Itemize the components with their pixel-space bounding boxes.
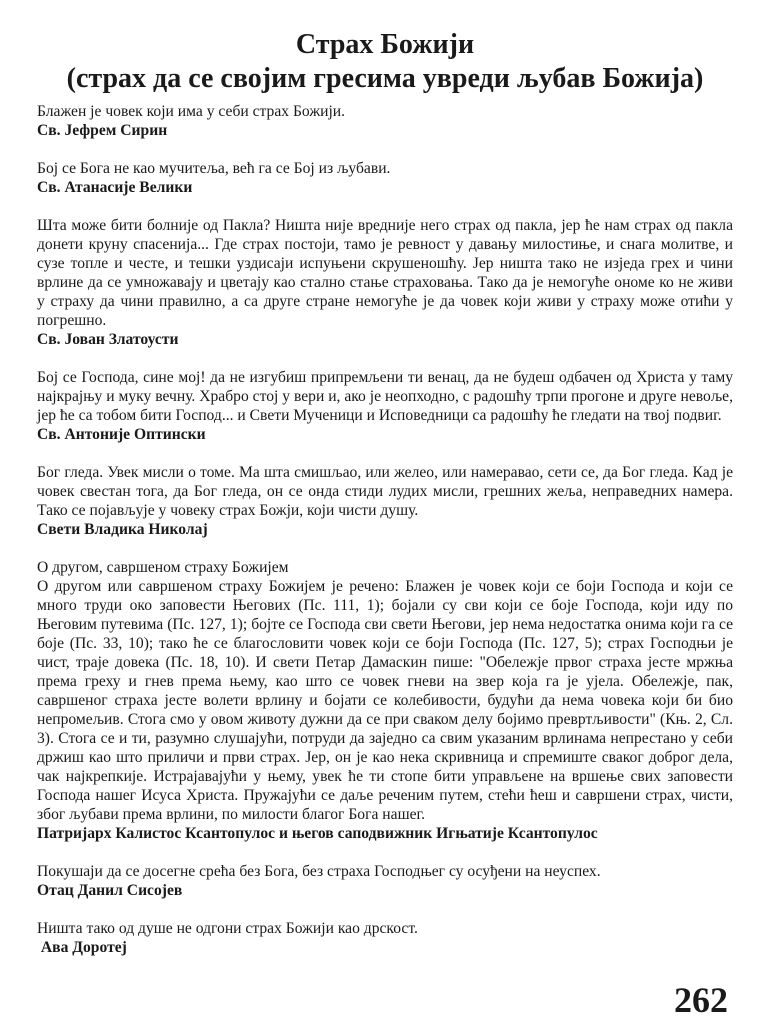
quote-block xyxy=(37,862,733,900)
spacer xyxy=(37,197,733,216)
quote-block xyxy=(37,558,733,843)
quote-text: Блажен је човек који има у себи страх Божији. xyxy=(37,103,346,120)
spacer xyxy=(37,843,733,862)
quote-text: Покушаји да се досегне срећа без Бога, без страха Господњег су осуђени на неуспех. xyxy=(37,863,601,880)
quote-author: Св. Антоније Оптински xyxy=(37,426,206,443)
quote-author: Св. Атанасије Велики xyxy=(37,179,193,196)
page-title xyxy=(37,28,733,96)
spacer xyxy=(37,539,733,558)
quote-text: Шта може бити болније од Пакла? Ништа није вредније него страх од пакла, јер ће нам страх од пакла донети круну спасенија... Где страх постоји, тамо је ревност у давању милостиње, и снага молитве, и сузе топле и честе, и тешки уздисаји испуњени скрушеношћу. Јер ништа тако не изједа грех и чини врлине да се умножавају и цветају као стално стање страховања. Тако да је немогуће ономе ко не живи у страху да чини правилно, а са друге стране немогуће је да човек који живи у страху може отићи у погрешно. xyxy=(37,217,733,329)
spacer xyxy=(37,140,733,159)
quote-block xyxy=(37,216,733,349)
quote-text: Ништа тако од душе не одгони страх Божији као дрскост. xyxy=(37,920,418,937)
quote-author: Ава Доротеј xyxy=(37,939,127,956)
quote-text: Бој се Господа, сине мој! да не изгубиш припремљени ти венац, да не будеш одбачен од Христа у таму најкрајњу и муку вечну. Храбро стој у вери и, ако је неопходно, с радошћу трпи прогоне и друге невоље, јер ће са тобом бити Господ... и Свети Мученици и Исповедници са радошћу ће гледати на твој подвиг. xyxy=(37,369,733,424)
spacer xyxy=(37,349,733,368)
spacer xyxy=(37,444,733,463)
quote-author: Отац Данил Сисојев xyxy=(37,882,183,899)
quote-text: Бог гледа. Увек мисли о томе. Ма шта смишљао, или желео, или намеравао, сети се, да Бог гледа. Кад је човек свестан тога, да Бог гледа, он се онда стиди лудих мисли, грешних жеља, неправедних намера. Тако се појављује у човеку страх Божји, који чисти душу. xyxy=(37,464,733,519)
spacer xyxy=(37,900,733,919)
quote-text: О другом или савршеном страху Божијем је речено: Блажен је човек који се боји Господа и који се много труди око заповести Његових (Пс. 111, 1); бојали су сви који се боје Господа, који иду по Његовим путевима (Пс. 127, 1); бојте се Господа сви свети Његови, јер нема недостатка онима који га се боје (Пс. 33, 10); тако ће се благословити човек који се боји Господа (Пс. 127, 5); страх Господњи је чист, траје довека (Пс. 18, 10). И свети Петар Дамаскин пише: "Обележје првог страха јесте мржња према греху и гнев према њему, као што се човек гневи на звер која га је ујела. Обележје, пак, савршеног страха јесте волети врлину и бојати се колебивости, будући да нема човека који би био непромељив. Стога смо у овом животу дужни да се при сваком делу бојимо превртљивости" (Књ. 2, Сл. 3). Стога се и ти, разумно слушајући, потруди да заједно са свим указаним врлинама непрестано у себи држиш као што приличи и први страх. Јер, он је као нека скривница и спремиште сваког доброг дела, чак најкрепкије. Истрајавајући у њему, увек ће ти стопе бити управљене на вршење свих заповести Господа нашег Исуса Христа. Пружајући се даље реченим путем, стећи ћеш и савршени страх, чисти, због љубави према врлини, по милости благог Бога нашег. xyxy=(37,578,733,823)
quote-block xyxy=(37,159,733,197)
title-line-1: Страх Божији xyxy=(295,29,475,60)
quote-author: Свети Владика Николај xyxy=(37,521,208,538)
quote-block xyxy=(37,919,733,957)
quote-author: Св. Јефрем Сирин xyxy=(37,122,168,139)
document-page xyxy=(37,28,733,957)
quote-author: Св. Јован Златоусти xyxy=(37,331,179,348)
quote-author: Патријарх Калистос Ксантопулос и његов саподвижник Игњатије Ксантопулос xyxy=(37,825,598,842)
quote-block xyxy=(37,102,733,140)
title-line-2: (страх да се својим гресима увреди љубав Божија) xyxy=(66,63,704,94)
quote-text: Бој се Бога не као мучитеља, већ га се Бој из љубави. xyxy=(37,160,391,177)
page-number: 262 xyxy=(674,980,728,1020)
quote-block xyxy=(37,463,733,539)
quote-heading: О другом, савршеном страху Божијем xyxy=(37,559,289,576)
quote-block xyxy=(37,368,733,444)
